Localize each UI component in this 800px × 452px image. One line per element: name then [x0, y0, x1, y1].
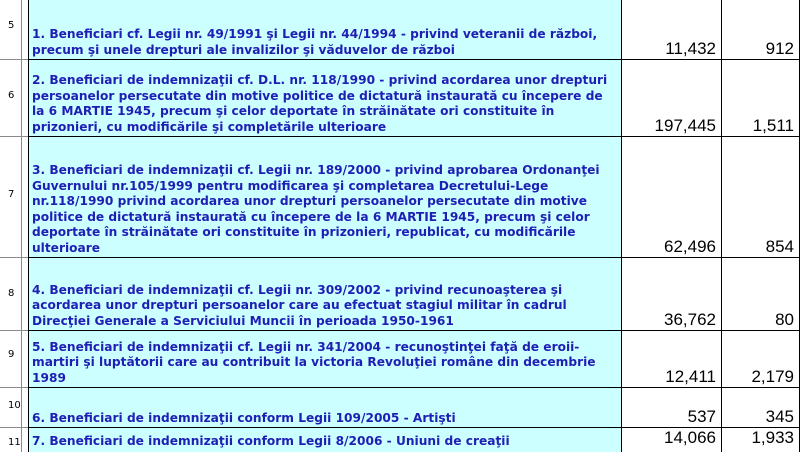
value-cell-2[interactable]: 1,933: [722, 428, 800, 452]
table-row: [0, 60, 800, 137]
table-row: [0, 428, 800, 452]
value-cell-1[interactable]: 62,496: [622, 137, 722, 258]
row-header[interactable]: 7: [0, 137, 22, 258]
description-text: 5. Beneficiari de indemnizaţii cf. Legii nr. 341/2004 - recunoştinţei faţă de eroii-martiri şi luptătorii care au contribuit la victoria Revoluţiei române din decembrie 1989: [32, 339, 596, 385]
description-cell[interactable]: [28, 60, 622, 137]
row-header[interactable]: 5: [0, 0, 22, 60]
description-text: 2. Beneficiari de indemnizaţii cf. D.L. nr. 118/1990 - privind acordarea unor drepturi persoanelor persecutate din motive politice de dictatură instaurată cu începere de la 6 MARTIE 1945, precum şi celor deportate în străinătate ori constituite în prizonieri, cu modificările şi completările ulterioare: [32, 73, 608, 134]
value-cell-2[interactable]: 854: [722, 137, 800, 258]
row-header[interactable]: 8: [0, 258, 22, 331]
value-cell-1[interactable]: 12,411: [622, 331, 722, 388]
value-cell-1[interactable]: 36,762: [622, 258, 722, 331]
description-cell[interactable]: [28, 0, 622, 60]
value-cell-2[interactable]: 345: [722, 388, 800, 428]
row-header[interactable]: 9: [0, 331, 22, 388]
row-header[interactable]: 10: [0, 388, 22, 428]
value-cell-1[interactable]: 537: [622, 388, 722, 428]
value-cell-2[interactable]: 80: [722, 258, 800, 331]
description-text: 6. Beneficiari de indemnizaţii conform Legii 109/2005 - Artişti: [32, 410, 456, 425]
description-text: 1. Beneficiari cf. Legii nr. 49/1991 şi Legii nr. 44/1994 - privind veteranii de război, precum şi unele drepturi ale invalizilor şi văduvelor de război: [32, 27, 598, 57]
table-row: [0, 388, 800, 428]
value-cell-1[interactable]: 11,432: [622, 0, 722, 60]
table-row: [0, 258, 800, 331]
value-cell-1[interactable]: 14,066: [622, 428, 722, 452]
description-cell[interactable]: [28, 137, 622, 258]
row-header[interactable]: 6: [0, 60, 22, 137]
description-cell[interactable]: [28, 331, 622, 388]
description-text: 3. Beneficiari de indemnizaţii cf. Legii nr. 189/2000 - privind aprobarea Ordonanţei Guvernului nr.105/1999 pentru modificarea şi completarea Decretului-Lege nr.118/1990 privind acordarea unor drepturi persoanelor persecutate din motive politice de dictatură instaurată cu începere de la 6 MARTIE 1945, precum şi celor deportate în străinătate ori constituite în prizonieri, republicat, cu modificările ulterioare: [32, 163, 600, 255]
row-header[interactable]: 11: [0, 428, 22, 452]
description-cell[interactable]: [28, 258, 622, 331]
value-cell-2[interactable]: 912: [722, 0, 800, 60]
value-cell-2[interactable]: 1,511: [722, 60, 800, 137]
value-cell-2[interactable]: 2,179: [722, 331, 800, 388]
description-text: 7. Beneficiari de indemnizaţii conform Legii 8/2006 - Uniuni de creaţii: [32, 434, 510, 448]
table-row: [0, 137, 800, 258]
table-row: [0, 331, 800, 388]
description-cell[interactable]: [28, 388, 622, 428]
description-cell[interactable]: [28, 428, 622, 452]
table-row: [0, 0, 800, 60]
value-cell-1[interactable]: 197,445: [622, 60, 722, 137]
description-text: 4. Beneficiari de indemnizaţii cf. Legii nr. 309/2002 - privind recunoaşterea şi acordarea unor drepturi persoanelor care au efectuat stagiul militar în cadrul Direcţiei Generale a Serviciului Muncii în perioada 1950-1961: [32, 282, 567, 328]
